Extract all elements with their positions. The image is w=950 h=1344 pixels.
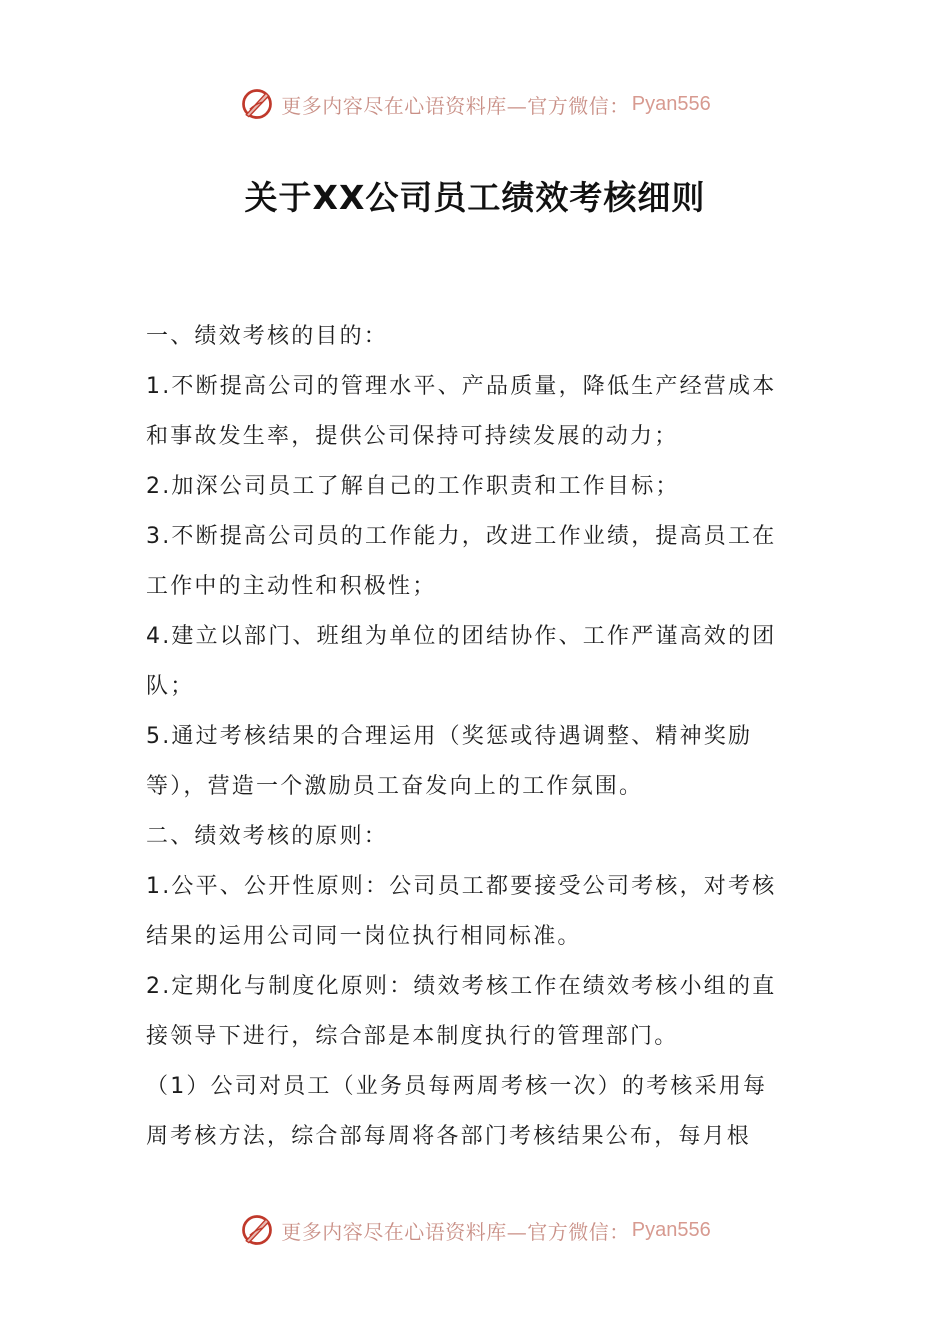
watermark-wechat-id: Pyan556: [631, 92, 711, 115]
quill-logo-icon: [239, 1212, 275, 1248]
body-line: （1）公司对员工（业务员每两周考核一次）的考核采用每: [146, 1074, 768, 1099]
footer-watermark: [0, 1208, 950, 1252]
body-line: 等），营造一个激励员工奋发向上的工作氛围。: [146, 774, 644, 799]
section-heading-purpose: 一、绩效考核的目的：: [146, 324, 389, 349]
body-line: 1.公平、公开性原则：公司员工都要接受公司考核，对考核: [146, 874, 777, 899]
body-line: 结果的运用公司同一岗位执行相同标准。: [146, 924, 582, 949]
document-body: [146, 312, 808, 1162]
body-line: 队；: [146, 674, 195, 699]
body-line: 5.通过考核结果的合理运用（奖惩或待遇调整、精神奖励: [146, 724, 753, 749]
body-line: 4.建立以部门、班组为单位的团结协作、工作严谨高效的团: [146, 624, 777, 649]
document-title: 关于XX公司员工绩效考核细则: [244, 178, 706, 217]
body-line: 2.加深公司员工了解自己的工作职责和工作目标；: [146, 474, 680, 499]
body-line: 2.定期化与制度化原则：绩效考核工作在绩效考核小组的直: [146, 974, 777, 999]
quill-logo-icon: [239, 86, 275, 122]
watermark-wechat-id: Pyan556: [631, 1218, 711, 1241]
header-watermark: [0, 82, 950, 126]
body-line: 接领导下进行，综合部是本制度执行的管理部门。: [146, 1024, 679, 1049]
section-heading-principles: 二、绩效考核的原则：: [146, 824, 389, 849]
body-line: 和事故发生率，提供公司保持可持续发展的动力；: [146, 424, 679, 449]
watermark-text: 更多内容尽在心语资料库—官方微信：: [281, 93, 630, 118]
watermark-text: 更多内容尽在心语资料库—官方微信：: [281, 1219, 630, 1244]
body-line: 1.不断提高公司的管理水平、产品质量，降低生产经营成本: [146, 374, 777, 399]
body-line: 工作中的主动性和积极性；: [146, 574, 437, 599]
body-line: 3.不断提高公司员的工作能力，改进工作业绩，提高员工在: [146, 524, 777, 549]
body-line: 周考核方法，综合部每周将各部门考核结果公布，每月根: [146, 1124, 752, 1149]
